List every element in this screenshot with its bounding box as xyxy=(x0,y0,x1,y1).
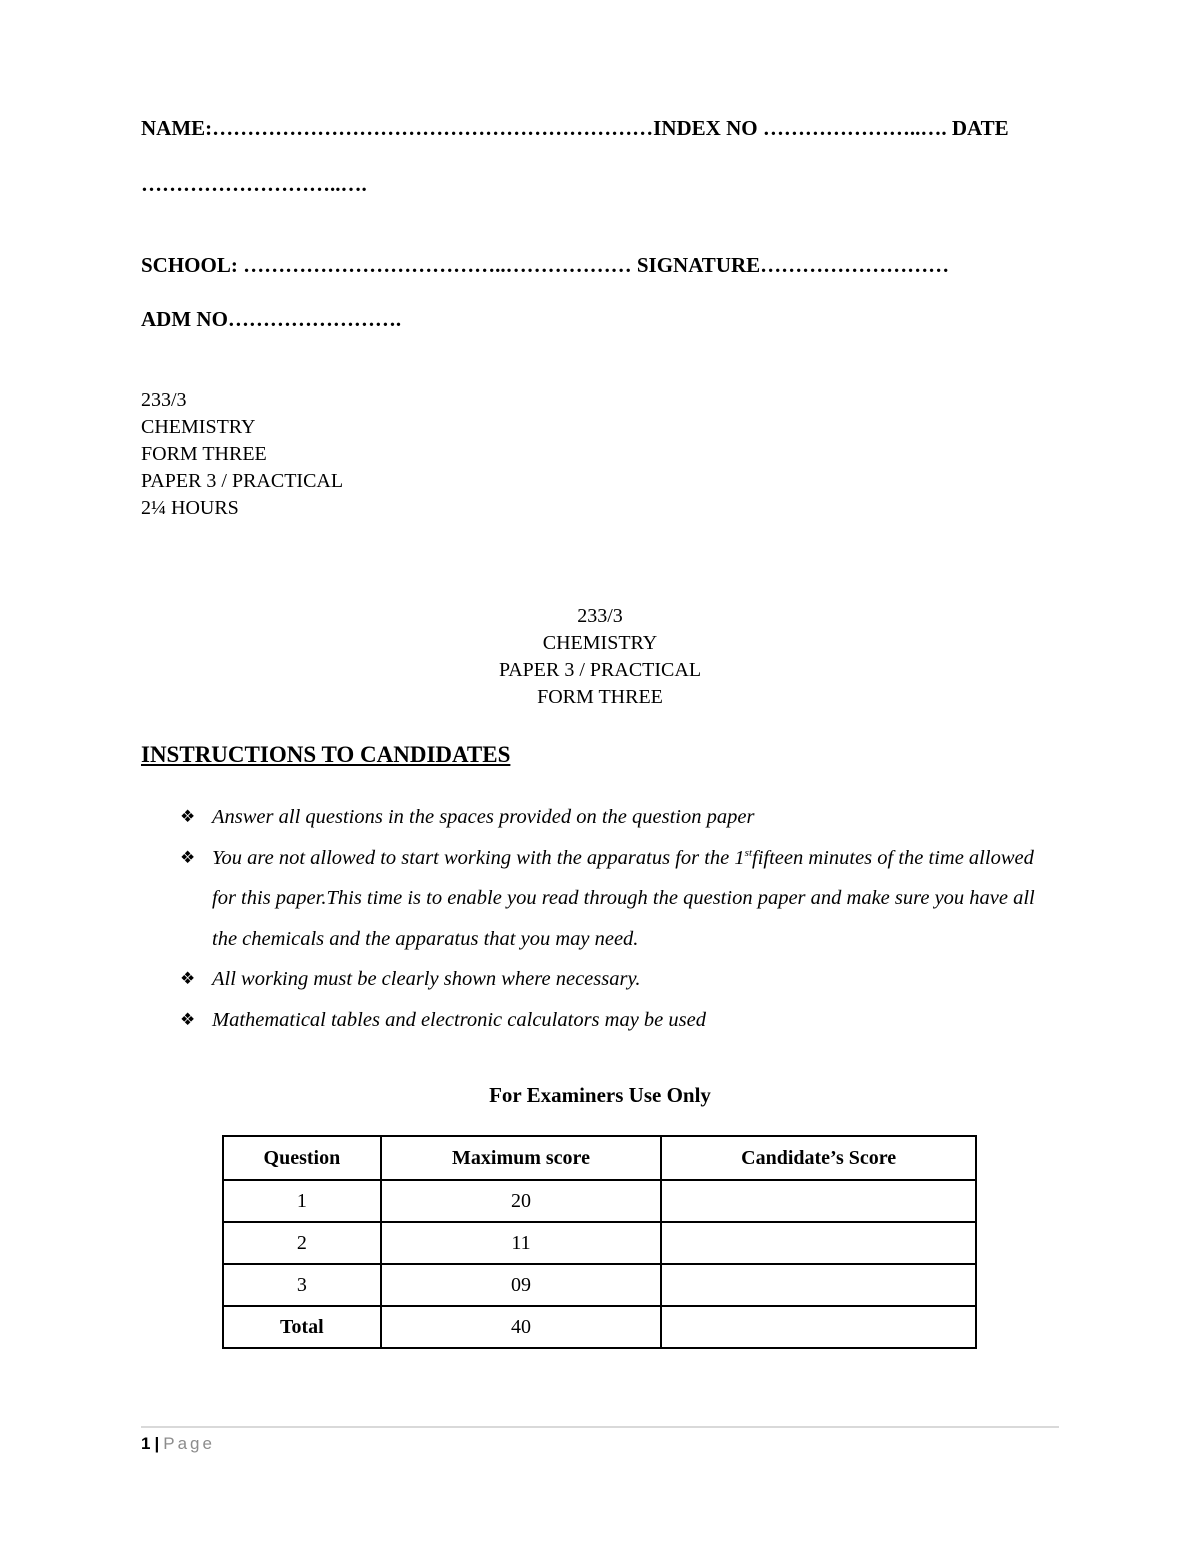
max-score-cell: 11 xyxy=(381,1222,662,1264)
max-score-cell: 09 xyxy=(381,1264,662,1306)
duration: 2¼ HOURS xyxy=(141,497,239,519)
page-number: 1 xyxy=(141,1434,151,1453)
date-dots-line: ………………………..…. xyxy=(141,172,367,196)
bullet-icon: ❖ xyxy=(180,847,196,867)
subject-center: CHEMISTRY xyxy=(542,632,658,654)
column-header-question: Question xyxy=(223,1136,381,1180)
total-candidate-score-cell[interactable] xyxy=(661,1306,976,1348)
total-max-cell: 40 xyxy=(381,1306,662,1348)
column-header-candidate-score: Candidate’s Score xyxy=(661,1136,976,1180)
page-footer xyxy=(141,1434,215,1454)
name-index-date-line: NAME:………………………………………………………INDEX NO …………………..…. DATE xyxy=(141,116,1009,140)
question-cell: 3 xyxy=(223,1264,381,1306)
examiners-score-table xyxy=(222,1135,977,1349)
total-label-cell: Total xyxy=(223,1306,381,1348)
instruction-item xyxy=(180,959,1060,1000)
table-row xyxy=(223,1264,976,1306)
adm-no-line: ADM NO……………………. xyxy=(141,307,402,331)
paper-type: PAPER 3 / PRACTICAL xyxy=(141,470,344,492)
candidate-score-cell[interactable] xyxy=(661,1264,976,1306)
max-score-cell: 20 xyxy=(381,1180,662,1222)
instruction-text: Mathematical tables and electronic calculators may be used xyxy=(212,1008,706,1031)
examiners-caption: For Examiners Use Only xyxy=(489,1083,711,1107)
instruction-item xyxy=(180,838,1060,960)
footer-separator: | xyxy=(154,1434,160,1453)
paper-details-left xyxy=(141,387,343,522)
instructions-list xyxy=(180,797,1060,1040)
instruction-text-continued: fifteen minutes of the time allowed for this paper.This time is to enable you read through the question paper and make sure you have all the chemicals and the apparatus that you may need. xyxy=(212,846,1035,950)
instruction-text: All working must be clearly shown where necessary. xyxy=(212,968,641,990)
page-label: Page xyxy=(163,1434,215,1453)
school-signature-line: SCHOOL: ………………………………..……………… SIGNATURE……………………… xyxy=(141,253,950,277)
column-header-maximum-score: Maximum score xyxy=(381,1136,662,1180)
paper-details-center xyxy=(0,603,1200,711)
table-row xyxy=(223,1222,976,1264)
instructions-heading: INSTRUCTIONS TO CANDIDATES xyxy=(141,742,511,767)
form-level: FORM THREE xyxy=(141,443,267,465)
instruction-item xyxy=(180,1000,1060,1041)
footer-divider xyxy=(141,1426,1059,1428)
paper-type-center: PAPER 3 / PRACTICAL xyxy=(498,659,702,681)
paper-code: 233/3 xyxy=(141,389,187,411)
ordinal-suffix: st xyxy=(744,846,753,859)
instruction-item xyxy=(180,797,1060,838)
instruction-text: You are not allowed to start working with the apparatus for the 1 xyxy=(212,846,745,869)
form-level-center: FORM THREE xyxy=(537,686,663,708)
bullet-icon: ❖ xyxy=(180,969,196,988)
table-row xyxy=(223,1180,976,1222)
question-cell: 2 xyxy=(223,1222,381,1264)
instruction-text: Answer all questions in the spaces provided on the question paper xyxy=(212,806,755,828)
table-header-row xyxy=(223,1136,976,1180)
bullet-icon: ❖ xyxy=(180,807,196,826)
subject: CHEMISTRY xyxy=(141,416,256,438)
candidate-score-cell[interactable] xyxy=(661,1180,976,1222)
candidate-score-cell[interactable] xyxy=(661,1222,976,1264)
paper-code-center: 233/3 xyxy=(577,605,623,627)
bullet-icon: ❖ xyxy=(180,1009,196,1029)
table-row-total xyxy=(223,1306,976,1348)
question-cell: 1 xyxy=(223,1180,381,1222)
